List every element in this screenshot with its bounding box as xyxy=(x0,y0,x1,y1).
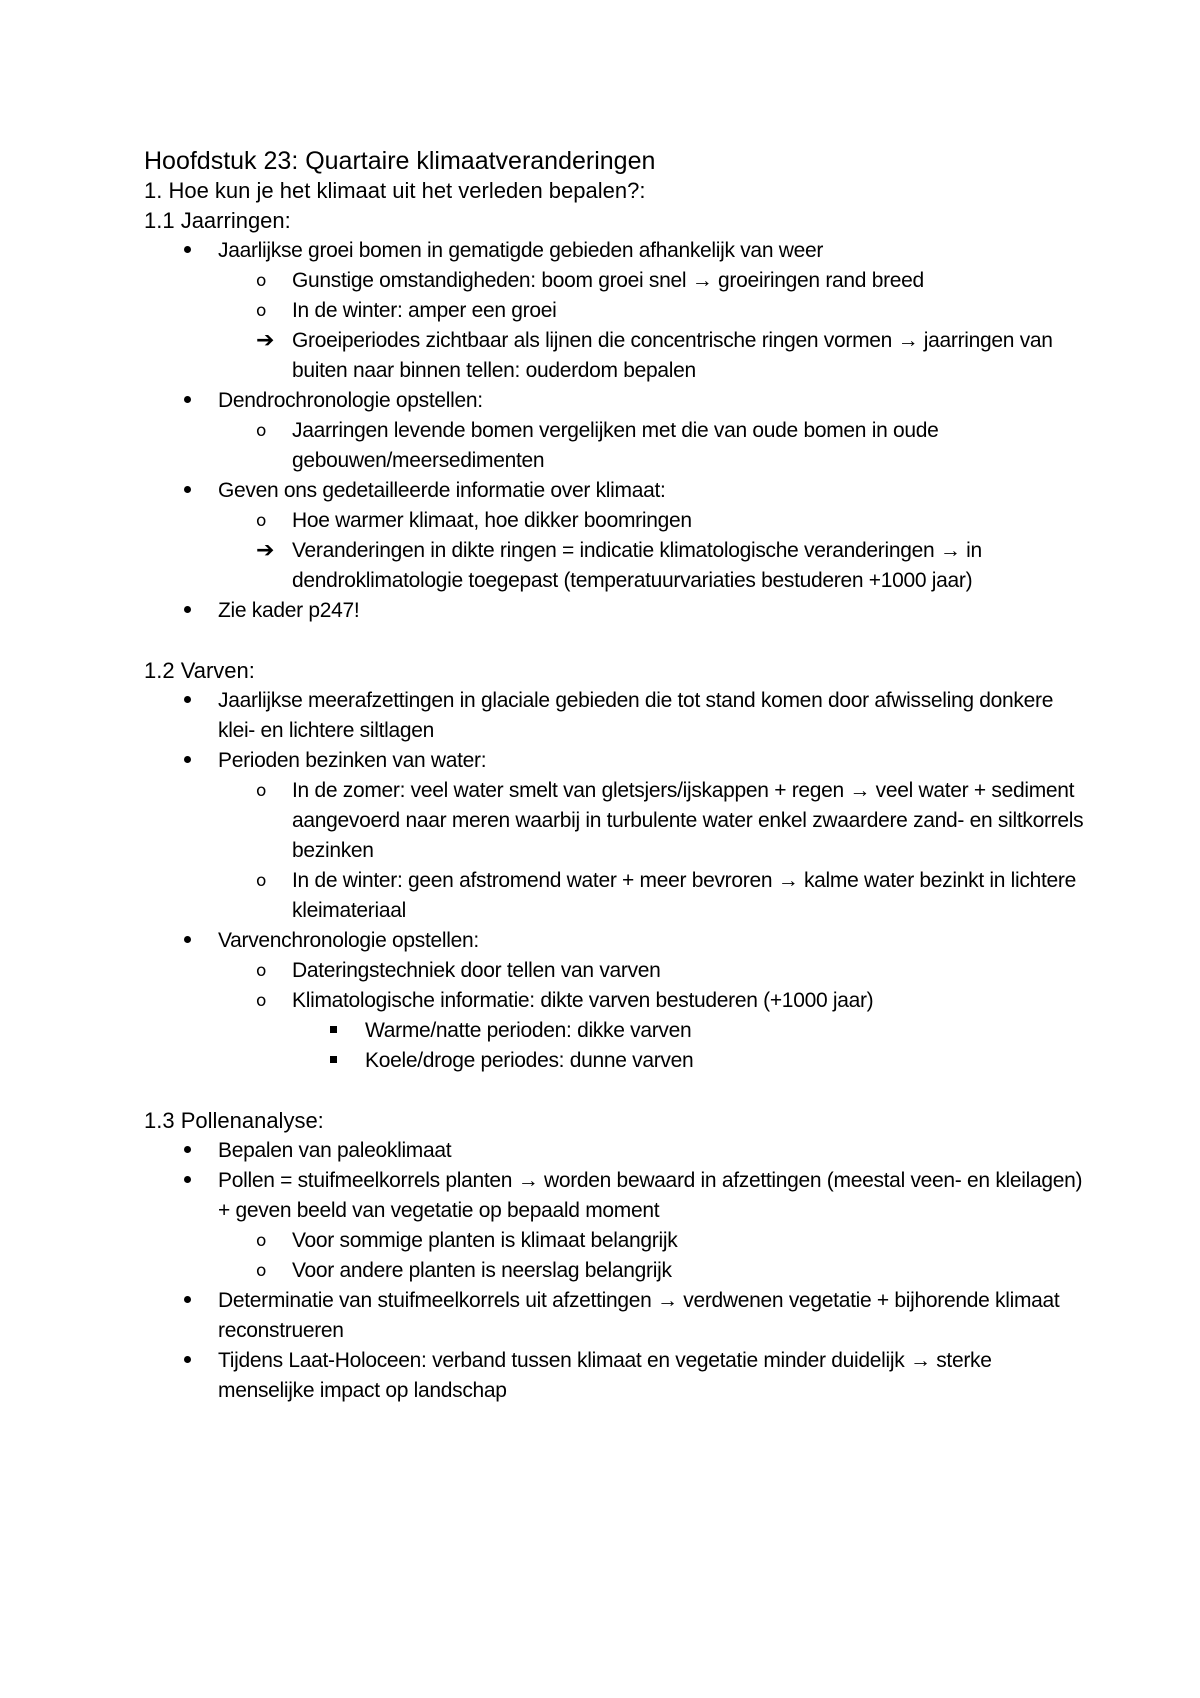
document-content xyxy=(144,146,1084,1406)
section-heading: 1.3 Pollenanalyse: xyxy=(144,1108,324,1133)
list-item-text: In de winter: geen afstromend water + meer bevroren → kalme water bezinkt in lichtere kleimateriaal xyxy=(292,869,1076,922)
list-item-text: Bepalen van paleoklimaat xyxy=(218,1139,452,1162)
bullet-square-icon xyxy=(330,1016,337,1046)
list-item xyxy=(144,596,1084,626)
list-item xyxy=(144,266,1084,296)
bullet-dot-icon xyxy=(184,476,191,506)
bullet-dot-icon xyxy=(184,1346,191,1376)
list-item-text: Jaarringen levende bomen vergelijken met die van oude bomen in oude gebouwen/meersedimenten xyxy=(292,419,939,472)
list-item-text: Gunstige omstandigheden: boom groei snel → groeiringen rand breed xyxy=(292,269,924,292)
list-item xyxy=(144,776,1084,866)
list-item-text: Voor andere planten is neerslag belangrijk xyxy=(292,1259,672,1282)
list-item-text: Veranderingen in dikte ringen = indicatie klimatologische veranderingen → in dendroklimatologie toegepast (temperatuurvariaties bestuderen +1000 jaar) xyxy=(292,539,982,592)
bullet-arrow-icon: ➔ xyxy=(256,538,275,563)
list-item-text: Tijdens Laat-Holoceen: verband tussen klimaat en vegetatie minder duidelijk → sterke menselijke impact op landschap xyxy=(218,1349,992,1402)
bullet-dot-icon xyxy=(184,746,191,776)
list-item xyxy=(144,1016,1084,1046)
bullet-square-icon xyxy=(330,1046,337,1076)
bullet-dot-icon xyxy=(184,596,191,626)
bullet-circle-icon: o xyxy=(256,871,267,891)
bullet-circle-icon: o xyxy=(256,511,267,531)
bullet-dot-icon xyxy=(184,686,191,716)
document-title: Hoofdstuk 23: Quartaire klimaatveranderingen xyxy=(144,147,656,175)
list-item-text: Jaarlijkse groei bomen in gematigde gebieden afhankelijk van weer xyxy=(218,239,824,262)
list-item xyxy=(144,476,1084,506)
bullet-dot-icon xyxy=(184,1136,191,1166)
bullet-circle-icon: o xyxy=(256,421,267,441)
list-item xyxy=(144,1286,1084,1346)
bullet-circle-icon: o xyxy=(256,271,267,291)
list-item-text: Dendrochronologie opstellen: xyxy=(218,389,483,412)
list-item xyxy=(144,1226,1084,1256)
list-item xyxy=(144,1046,1084,1076)
bullet-dot-icon xyxy=(184,386,191,416)
bullet-circle-icon: o xyxy=(256,961,267,981)
paragraph-spacer xyxy=(144,1076,1084,1106)
list-item xyxy=(144,1346,1084,1406)
list-item-text: Groeiperiodes zichtbaar als lijnen die concentrische ringen vormen → jaarringen van buiten naar binnen tellen: ouderdom bepalen xyxy=(292,329,1053,382)
list-item-text: Determinatie van stuifmeelkorrels uit afzettingen → verdwenen vegetatie + bijhorende klimaat reconstrueren xyxy=(218,1289,1060,1342)
section-heading: 1.1 Jaarringen: xyxy=(144,208,291,233)
list-item-text: In de zomer: veel water smelt van gletsjers/ijskappen + regen → veel water + sediment aangevoerd naar meren waarbij in turbulente water enkel zwaardere zand- en siltkorrels bezinken xyxy=(292,779,1084,862)
list-item-text: In de winter: amper een groei xyxy=(292,299,557,322)
bullet-dot-icon xyxy=(184,1166,191,1196)
list-item xyxy=(144,956,1084,986)
list-item-text: Pollen = stuifmeelkorrels planten → worden bewaard in afzettingen (meestal veen- en kleilagen) + geven beeld van vegetatie op bepaald moment xyxy=(218,1169,1083,1222)
list-item xyxy=(144,866,1084,926)
list-item-text: Jaarlijkse meerafzettingen in glaciale gebieden die tot stand komen door afwisseling donkere klei- en lichtere siltlagen xyxy=(218,689,1054,742)
list-item xyxy=(144,1166,1084,1226)
bullet-circle-icon: o xyxy=(256,991,267,1011)
section-heading: 1.2 Varven: xyxy=(144,658,255,683)
list-item xyxy=(144,746,1084,776)
paragraph-spacer xyxy=(144,626,1084,656)
bullet-circle-icon: o xyxy=(256,301,267,321)
list-item xyxy=(144,416,1084,476)
list-item-text: Hoe warmer klimaat, hoe dikker boomringen xyxy=(292,509,692,532)
list-item xyxy=(144,506,1084,536)
list-item-text: Zie kader p247! xyxy=(218,599,360,622)
bullet-arrow-icon: ➔ xyxy=(256,328,275,353)
list-item xyxy=(144,926,1084,956)
bullet-dot-icon xyxy=(184,236,191,266)
list-item-text: Dateringstechniek door tellen van varven xyxy=(292,959,661,982)
bullet-circle-icon: o xyxy=(256,781,267,801)
list-item xyxy=(144,986,1084,1016)
bullet-circle-icon: o xyxy=(256,1261,267,1281)
list-item-text: Varvenchronologie opstellen: xyxy=(218,929,479,952)
bullet-dot-icon xyxy=(184,926,191,956)
list-item xyxy=(144,536,1084,596)
list-item-text: Koele/droge periodes: dunne varven xyxy=(365,1049,694,1072)
list-item-text: Perioden bezinken van water: xyxy=(218,749,487,772)
list-item xyxy=(144,386,1084,416)
list-item xyxy=(144,236,1084,266)
list-item xyxy=(144,1256,1084,1286)
list-item-text: Geven ons gedetailleerde informatie over klimaat: xyxy=(218,479,666,502)
list-item-text: Warme/natte perioden: dikke varven xyxy=(365,1019,692,1042)
section-heading: 1. Hoe kun je het klimaat uit het verleden bepalen?: xyxy=(144,178,646,203)
list-item xyxy=(144,686,1084,746)
bullet-dot-icon xyxy=(184,1286,191,1316)
list-item xyxy=(144,1136,1084,1166)
list-item-text: Klimatologische informatie: dikte varven bestuderen (+1000 jaar) xyxy=(292,989,874,1012)
list-item-text: Voor sommige planten is klimaat belangrijk xyxy=(292,1229,678,1252)
list-item xyxy=(144,296,1084,326)
list-item xyxy=(144,326,1084,386)
bullet-circle-icon: o xyxy=(256,1231,267,1251)
